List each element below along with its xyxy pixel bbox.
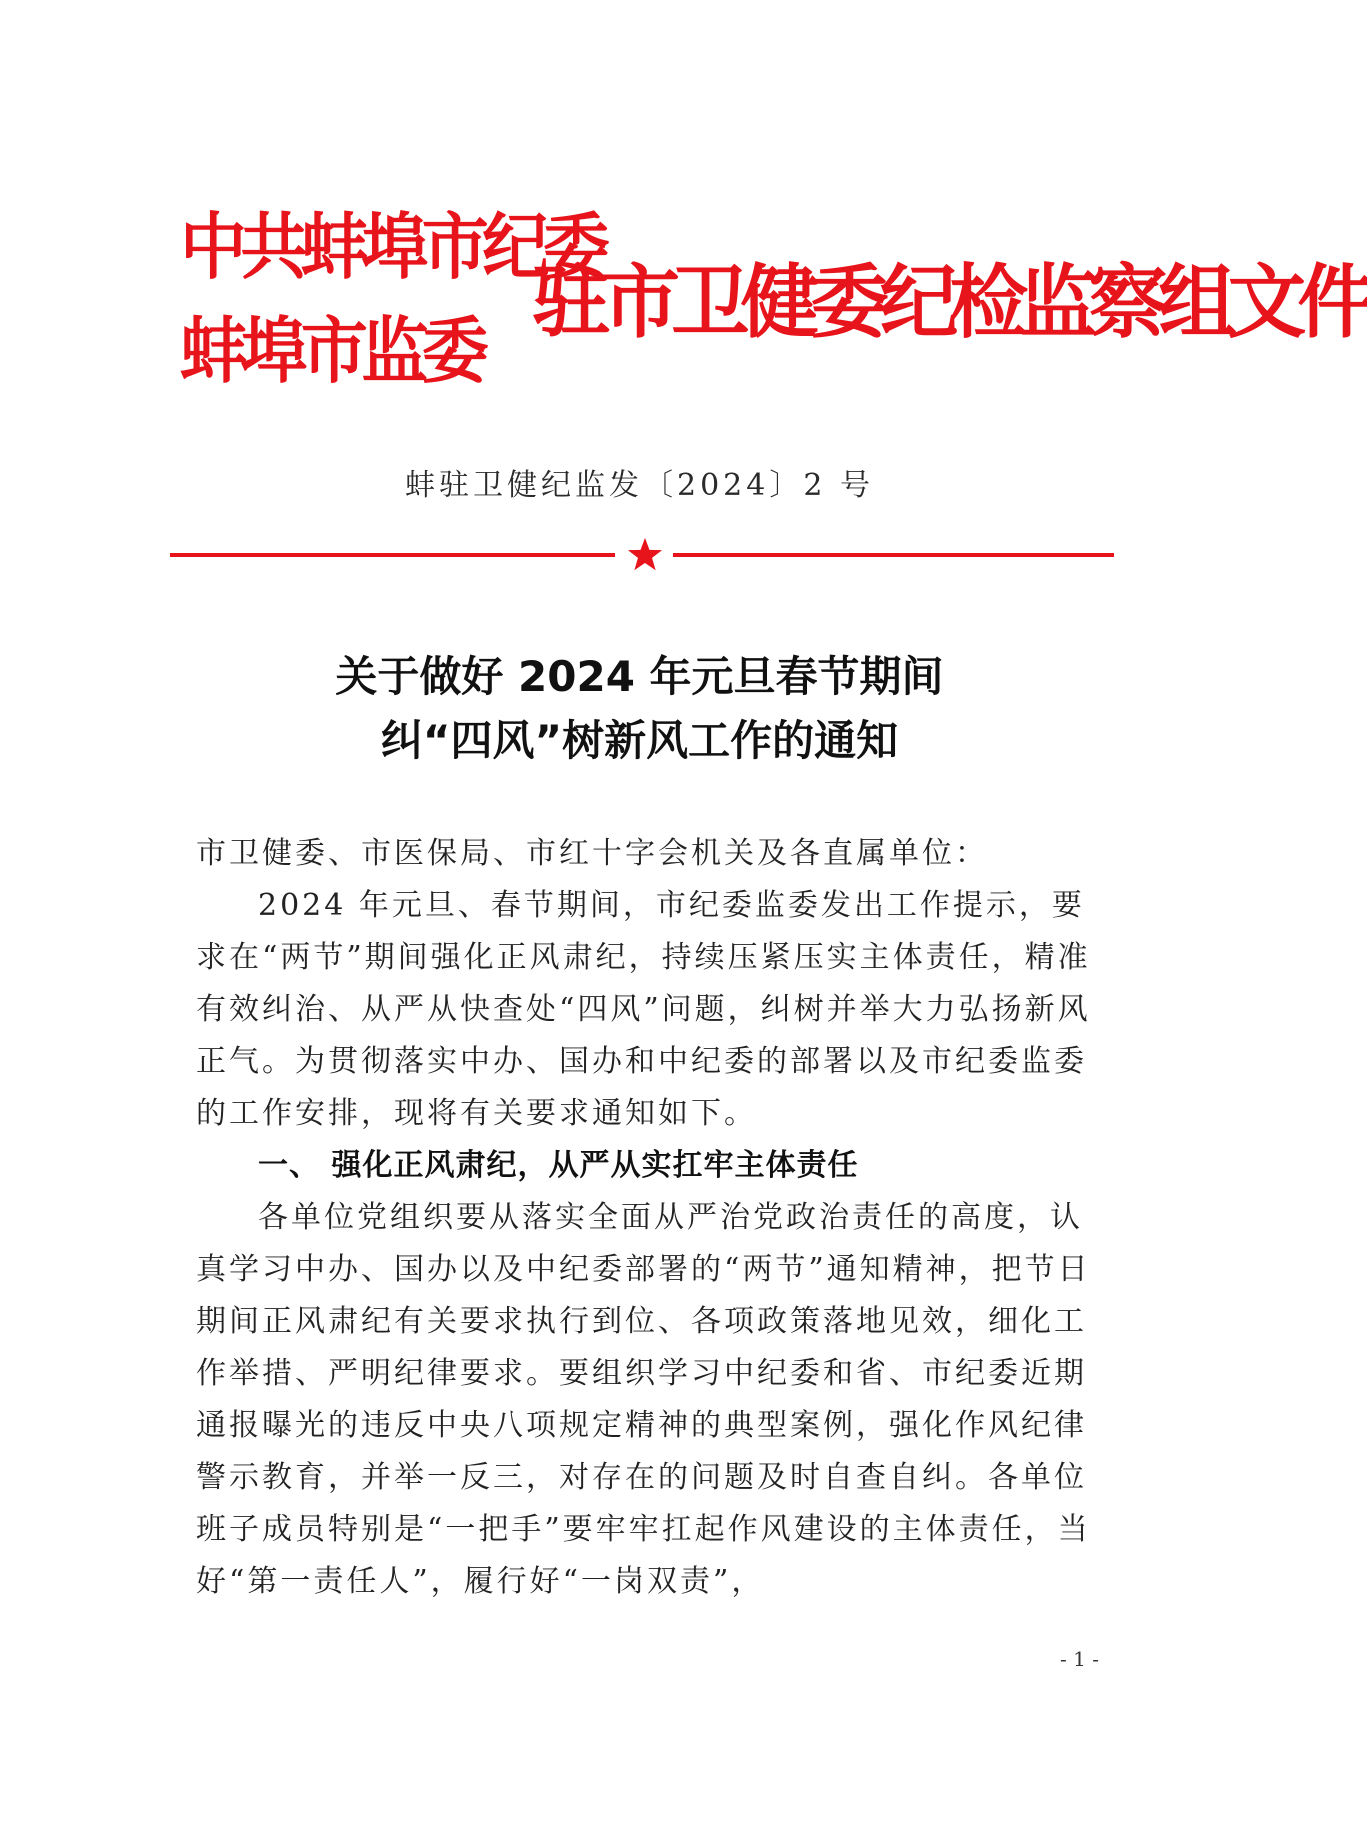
section-heading-1: 一、 强化正风肃纪，从严从实扛牢主体责任 [258, 1148, 859, 1183]
issuing-organizations [180, 195, 604, 403]
document-number: 蚌驻卫健纪监发〔2024〕2 号 [405, 468, 874, 503]
divider-line-right [673, 553, 1114, 557]
document-title [0, 645, 1279, 773]
org-name-supervision-commission: 蚌埠市监委 [180, 309, 483, 393]
paragraph-section-1: 各单位党组织要从落实全面从严治党政治责任的高度，认真学习中办、国办以及中纪委部署的“两节”通知精神，把节日期间正风肃纪有关要求执行到位、各项政策落地见效，细化工作举措、严明纪律要求。要组织学习中纪委和省、市纪委近期通报曝光的违反中央八项规定精神的典型案例，强化作风纪律警示教育，并举一反三，对存在的问题及时自查自纠。各单位班子成员特别是“一把手”要牢牢扛起作风建设的主体责任，当好“第一责任人”，履行好“一岗双责”， [196, 1200, 1091, 1599]
title-line-1: 关于做好 2024 年元旦春节期间 [335, 652, 944, 701]
red-divider [170, 536, 1114, 576]
paragraph-intro: 2024 年元旦、春节期间，市纪委监委发出工作提示，要求在“两节”期间强化正风肃纪，持续压紧压实主体责任，精准有效纠治、从严从快查处“四风”问题，纠树并举大力弘扬新风正气。为贯彻落实中办、国办和中纪委的部署以及市纪委监委的工作安排，现将有关要求通知如下。 [196, 888, 1091, 1131]
page-number: - 1 - [1060, 1647, 1099, 1671]
document-body [196, 828, 1096, 1608]
org-name-suffix: 驻市卫健委纪检监察组文件 [532, 256, 1367, 349]
title-line-2: 纠“四风”树新风工作的通知 [380, 716, 899, 765]
star-icon [626, 536, 664, 574]
divider-line-left [170, 553, 615, 557]
document-header [180, 195, 1367, 420]
org-name-discipline-commission: 中共蚌埠市纪委 [180, 205, 604, 289]
salutation: 市卫健委、市医保局、市红十字会机关及各直属单位： [196, 836, 988, 871]
